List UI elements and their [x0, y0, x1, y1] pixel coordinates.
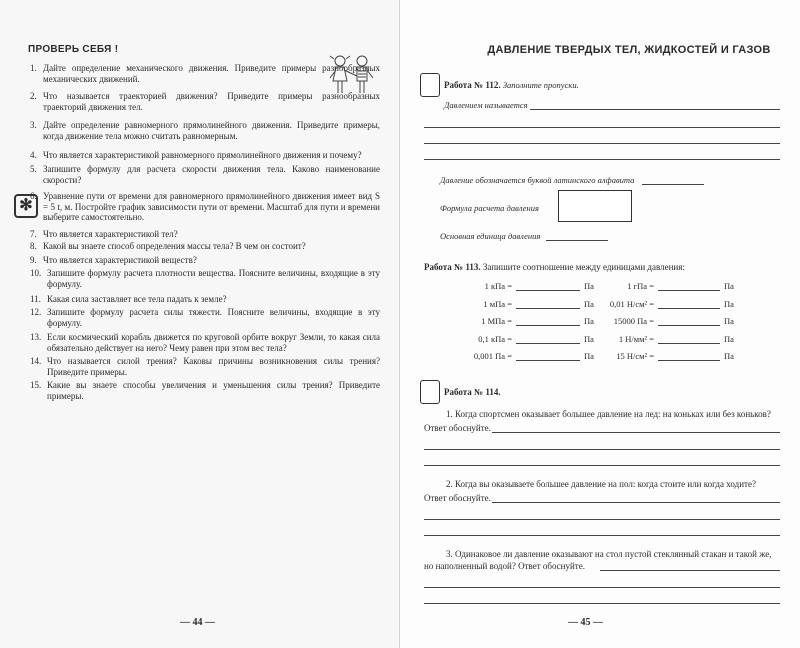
question-13: 13. Если космический корабль движется по круговой орбите вокруг Земли, то какая сила обязательно действует на него? Чему равен при этом вес тела?: [30, 332, 380, 353]
answer-line[interactable]: [600, 570, 780, 571]
question-9: 9. Что является характеристикой веществ?: [30, 255, 197, 265]
work-113-heading: Работа № 113. Запишите соотношение между единицами давления:: [424, 262, 685, 272]
answer-line[interactable]: [516, 360, 580, 361]
unit-label: Па: [724, 281, 734, 291]
unit-right-3: 15000 Па =: [613, 316, 654, 326]
asterisk-icon: ✻: [14, 194, 38, 218]
unit-left-3: 1 МПа =: [481, 316, 512, 326]
work-112-q4: Основная единица давления: [440, 231, 541, 241]
answer-line[interactable]: [516, 308, 580, 309]
work-112-q3: Формула расчета давления: [440, 203, 539, 213]
unit-left-2: 1 мПа =: [483, 299, 512, 309]
unit-right-5: 15 Н/см² =: [616, 351, 654, 361]
answer-line[interactable]: [424, 143, 780, 144]
question-11: 11. Какая сила заставляет все тела падать к земле?: [30, 294, 227, 304]
question-12: 12. Запишите формулу расчета силы тяжести. Поясните величины, входящие в эту формулу.: [30, 307, 380, 328]
unit-label: Па: [584, 299, 594, 309]
page-number-right: — 45 —: [568, 617, 603, 628]
question-10: 10. Запишите формулу расчета плотности вещества. Поясните величины, входящие в эту формулу.: [30, 268, 380, 289]
answer-line[interactable]: [530, 109, 780, 110]
work-114-q3-line1: 3. Одинаковое ли давление оказывают на стол пустой стеклянный стакан и такой же,: [446, 549, 772, 559]
unit-label: Па: [584, 316, 594, 326]
page-number-left: — 44 —: [180, 617, 215, 628]
answer-line[interactable]: [424, 127, 780, 128]
work-112-q1: Давлением называется: [444, 100, 528, 110]
answer-line[interactable]: [492, 432, 780, 433]
work-114-q1: 1. Когда спортсмен оказывает большее давление на лед: на коньках или без коньков?: [446, 409, 771, 419]
question-7: 7. Что является характеристикой тел?: [30, 229, 178, 239]
answer-line[interactable]: [424, 603, 780, 604]
answer-line[interactable]: [516, 290, 580, 291]
question-5: 5. Запишите формулу для расчета скорости движения тела. Каково наименование скорости?: [30, 164, 380, 185]
question-2: 2. Что называется траекторией движения? Приведите примеры разнообразных траекторий движения тел.: [30, 91, 380, 112]
section-title: ДАВЛЕНИЕ ТВЕРДЫХ ТЕЛ, ЖИДКОСТЕЙ И ГАЗОВ: [487, 44, 771, 56]
work-114-q2: 2. Когда вы оказываете большее давление на пол: когда стоите или когда ходите?: [446, 479, 756, 489]
answer-line[interactable]: [516, 325, 580, 326]
answer-line[interactable]: [658, 360, 720, 361]
unit-right-2: 0,01 Н/см² =: [609, 299, 654, 309]
answer-line[interactable]: [424, 587, 780, 588]
question-8: 8. Какой вы знаете способ определения массы тела? В чем он состоит?: [30, 241, 306, 251]
unit-label: Па: [724, 351, 734, 361]
work-114-checkbox[interactable]: [420, 380, 440, 404]
unit-label: Па: [724, 299, 734, 309]
answer-line[interactable]: [424, 519, 780, 520]
work-112-heading: Работа № 112. Заполните пропуски.: [444, 80, 579, 90]
unit-label: Па: [724, 316, 734, 326]
unit-label: Па: [724, 334, 734, 344]
work-114-q3-line2: но наполненный водой? Ответ обоснуйте.: [424, 561, 585, 571]
right-page: [400, 0, 800, 648]
answer-line[interactable]: [492, 502, 780, 503]
answer-line[interactable]: [546, 240, 608, 241]
work-112-checkbox[interactable]: [420, 73, 440, 97]
question-6: 6. Уравнение пути от времени для равномерного прямолинейного движения имеет вид S = 5 t, м. Постройте график зависимости пути от времени. Масштаб для пути и времени выберите самостоятельно.: [30, 191, 380, 222]
work-114-heading: Работа № 114.: [444, 387, 501, 397]
work-114-q2-answer: Ответ обоснуйте.: [424, 493, 491, 503]
answer-line[interactable]: [658, 308, 720, 309]
question-15: 15. Какие вы знаете способы увеличения и уменьшения силы трения? Приведите примеры.: [30, 380, 380, 401]
unit-left-1: 1 кПа =: [484, 281, 512, 291]
question-4: 4. Что является характеристикой равномерного прямолинейного движения и почему?: [30, 150, 362, 160]
answer-line[interactable]: [658, 325, 720, 326]
unit-label: Па: [584, 351, 594, 361]
unit-left-4: 0,1 кПа =: [478, 334, 512, 344]
question-3: 3. Дайте определение равномерного прямолинейного движения. Приведите примеры, когда движение тела можно считать равномерным.: [30, 120, 380, 141]
unit-label: Па: [584, 281, 594, 291]
answer-line[interactable]: [424, 535, 780, 536]
question-14: 14. Что называется силой трения? Каковы причины возникновения силы трения? Приведите примеры.: [30, 356, 380, 377]
unit-left-5: 0,001 Па =: [473, 351, 512, 361]
answer-line[interactable]: [424, 465, 780, 466]
question-1: 1. Дайте определение механического движения. Приведите примеры разнообразных механических движений.: [30, 63, 380, 84]
answer-line[interactable]: [424, 159, 780, 160]
check-yourself-title: ПРОВЕРЬ СЕБЯ !: [28, 44, 119, 55]
work-114-q1-answer: Ответ обоснуйте.: [424, 423, 491, 433]
answer-line[interactable]: [658, 290, 720, 291]
formula-box[interactable]: [558, 190, 632, 222]
answer-line[interactable]: [658, 343, 720, 344]
work-112-q2: Давление обозначается буквой латинского алфавита: [440, 175, 635, 185]
unit-right-1: 1 гПа =: [627, 281, 654, 291]
answer-line[interactable]: [642, 184, 704, 185]
answer-line[interactable]: [516, 343, 580, 344]
unit-right-4: 1 Н/мм² =: [618, 334, 654, 344]
unit-label: Па: [584, 334, 594, 344]
answer-line[interactable]: [424, 449, 780, 450]
